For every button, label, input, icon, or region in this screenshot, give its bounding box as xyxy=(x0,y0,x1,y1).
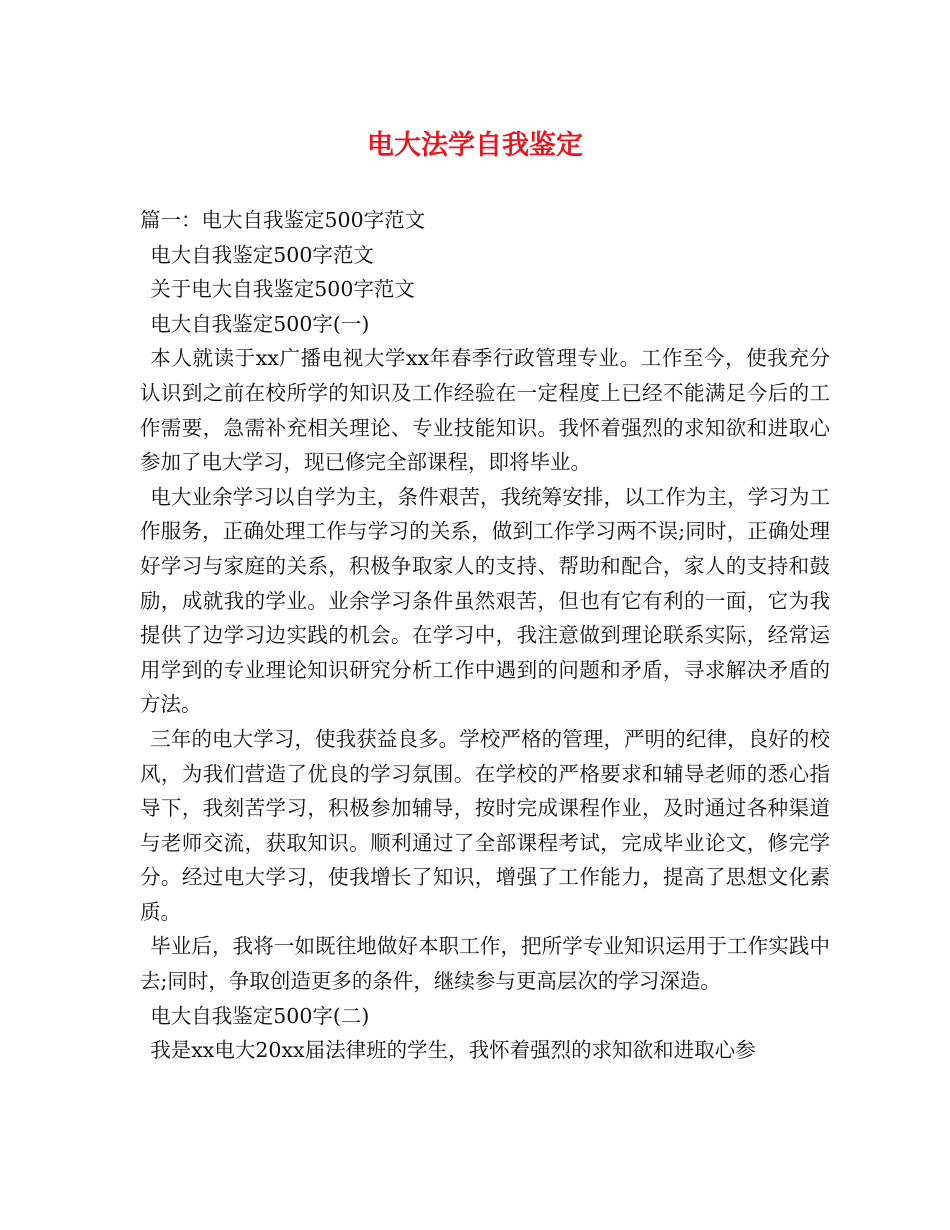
subheading: 关于电大自我鉴定500字范文 xyxy=(150,277,415,302)
subheading: 电大自我鉴定500字(二) xyxy=(150,1003,370,1028)
document-body xyxy=(140,203,830,1068)
body-paragraph: 电大业余学习以自学为主，条件艰苦，我统筹安排，以工作为主，学习为工作服务，正确处理工作与学习的关系，做到工作学习两不误;同时，正确处理好学习与家庭的关系，积极争取家人的支持、帮助和配合，家人的支持和鼓励，成就我的学业。业余学习条件虽然艰苦，但也有它有利的一面，它为我提供了边学习边实践的机会。在学习中，我注意做到理论联系实际，经常运用学到的专业理论知识研究分析工作中遇到的问题和矛盾，寻求解决矛盾的方法。 xyxy=(140,484,830,717)
body-paragraph: 我是xx电大20xx届法律班的学生，我怀着强烈的求知欲和进取心参 xyxy=(150,1038,756,1063)
body-paragraph: 本人就读于xx广播电视大学xx年春季行政管理专业。工作至今，使我充分认识到之前在校所学的知识及工作经验在一定程度上已经不能满足今后的工作需要，急需补充相关理论、专业技能知识。我怀着强烈的求知欲和进取心参加了电大学习，现已修完全部课程，即将毕业。 xyxy=(140,346,830,475)
body-paragraph: 三年的电大学习，使我获益良多。学校严格的管理，严明的纪律，良好的校风，为我们营造了优良的学习氛围。在学校的严格要求和辅导老师的悉心指导下，我刻苦学习，积极参加辅导，按时完成课程作业，及时通过各种渠道与老师交流，获取知识。顺利通过了全部课程考试，完成毕业论文，修完学分。经过电大学习，使我增长了知识，增强了工作能力，提高了思想文化素质。 xyxy=(140,726,830,924)
document-title: 电大法学自我鉴定 xyxy=(367,130,583,161)
subheading: 电大自我鉴定500字范文 xyxy=(150,242,374,267)
body-paragraph: 毕业后，我将一如既往地做好本职工作，把所学专业知识运用于工作实践中去;同时，争取创造更多的条件，继续参与更高层次的学习深造。 xyxy=(140,934,830,994)
section-heading: 篇一：电大自我鉴定500字范文 xyxy=(140,208,426,232)
subheading: 电大自我鉴定500字(一) xyxy=(150,311,370,336)
